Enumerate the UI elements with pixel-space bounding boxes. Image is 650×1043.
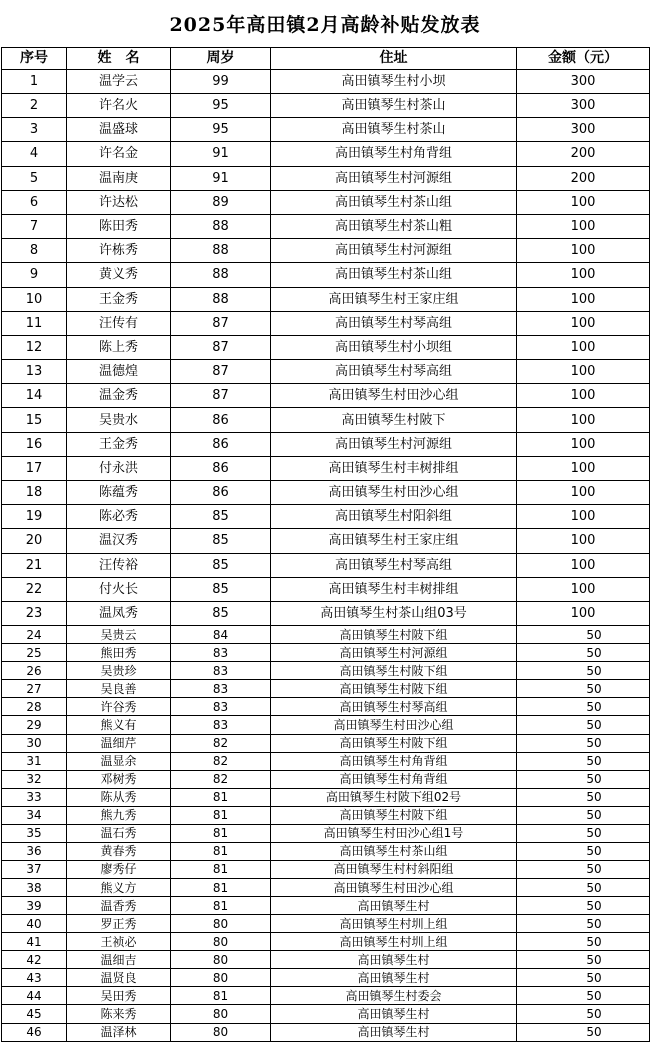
cell-address: 高田镇琴生村河源组 — [271, 239, 517, 263]
cell-amount: 50 — [517, 734, 650, 752]
cell-address: 高田镇琴生村小坝组 — [271, 335, 517, 359]
table-row — [2, 214, 650, 238]
cell-no: 43 — [2, 969, 67, 987]
cell-name: 温盛球 — [67, 118, 171, 142]
table-row — [2, 529, 650, 553]
cell-no: 42 — [2, 951, 67, 969]
cell-age: 82 — [171, 770, 271, 788]
cell-age: 87 — [171, 360, 271, 384]
cell-name: 廖秀仔 — [67, 860, 171, 878]
cell-no: 8 — [2, 239, 67, 263]
cell-age: 81 — [171, 987, 271, 1005]
cell-amount: 50 — [517, 987, 650, 1005]
cell-amount: 50 — [517, 626, 650, 644]
cell-amount: 200 — [517, 142, 650, 166]
cell-amount: 100 — [517, 601, 650, 625]
cell-name: 温南庚 — [67, 166, 171, 190]
cell-name: 王金秀 — [67, 287, 171, 311]
cell-name: 温学云 — [67, 70, 171, 94]
cell-no: 3 — [2, 118, 67, 142]
cell-name: 吴贵水 — [67, 408, 171, 432]
table-row — [2, 335, 650, 359]
cell-address: 高田镇琴生村茶山组03号 — [271, 601, 517, 625]
cell-no: 21 — [2, 553, 67, 577]
table-row — [2, 680, 650, 698]
cell-address: 高田镇琴生村王家庄组 — [271, 287, 517, 311]
cell-address: 高田镇琴生村圳上组 — [271, 933, 517, 951]
cell-age: 88 — [171, 239, 271, 263]
table-row — [2, 360, 650, 384]
cell-name: 温德煌 — [67, 360, 171, 384]
cell-address: 高田镇琴生村田沙心组1号 — [271, 824, 517, 842]
table-row — [2, 142, 650, 166]
header-age: 周岁 — [171, 48, 271, 70]
cell-name: 王祯必 — [67, 933, 171, 951]
table-row — [2, 166, 650, 190]
cell-amount: 100 — [517, 214, 650, 238]
cell-age: 86 — [171, 432, 271, 456]
table-row — [2, 662, 650, 680]
cell-name: 许名金 — [67, 142, 171, 166]
cell-no: 9 — [2, 263, 67, 287]
cell-amount: 50 — [517, 915, 650, 933]
table-row — [2, 190, 650, 214]
cell-amount: 200 — [517, 166, 650, 190]
cell-no: 25 — [2, 644, 67, 662]
cell-amount: 100 — [517, 360, 650, 384]
cell-address: 高田镇琴生村田沙心组 — [271, 384, 517, 408]
cell-no: 39 — [2, 897, 67, 915]
cell-address: 高田镇琴生村村斜阳组 — [271, 860, 517, 878]
cell-amount: 100 — [517, 577, 650, 601]
cell-age: 81 — [171, 824, 271, 842]
cell-address: 高田镇琴生村 — [271, 897, 517, 915]
cell-age: 86 — [171, 481, 271, 505]
cell-address: 高田镇琴生村琴高组 — [271, 553, 517, 577]
cell-amount: 50 — [517, 644, 650, 662]
cell-name: 罗正秀 — [67, 915, 171, 933]
cell-no: 28 — [2, 698, 67, 716]
cell-age: 85 — [171, 529, 271, 553]
cell-no: 35 — [2, 824, 67, 842]
cell-amount: 50 — [517, 662, 650, 680]
cell-age: 86 — [171, 456, 271, 480]
table-row — [2, 860, 650, 878]
cell-name: 吴贵云 — [67, 626, 171, 644]
cell-name: 黄义秀 — [67, 263, 171, 287]
table-row — [2, 553, 650, 577]
cell-amount: 50 — [517, 897, 650, 915]
cell-no: 10 — [2, 287, 67, 311]
cell-age: 83 — [171, 662, 271, 680]
cell-no: 11 — [2, 311, 67, 335]
cell-address: 高田镇琴生村陂下组 — [271, 626, 517, 644]
header-no: 序号 — [2, 48, 67, 70]
cell-age: 81 — [171, 860, 271, 878]
cell-age: 80 — [171, 915, 271, 933]
cell-name: 陈上秀 — [67, 335, 171, 359]
cell-amount: 50 — [517, 824, 650, 842]
table-row — [2, 70, 650, 94]
table-row — [2, 505, 650, 529]
cell-amount: 100 — [517, 335, 650, 359]
cell-name: 陈蕴秀 — [67, 481, 171, 505]
table-row — [2, 933, 650, 951]
cell-amount: 300 — [517, 118, 650, 142]
cell-age: 82 — [171, 734, 271, 752]
cell-address: 高田镇琴生村茶山粗 — [271, 214, 517, 238]
cell-name: 吴田秀 — [67, 987, 171, 1005]
table-row — [2, 806, 650, 824]
cell-age: 86 — [171, 408, 271, 432]
cell-age: 95 — [171, 94, 271, 118]
cell-name: 付火长 — [67, 577, 171, 601]
cell-age: 87 — [171, 335, 271, 359]
cell-age: 80 — [171, 1023, 271, 1041]
cell-no: 18 — [2, 481, 67, 505]
cell-no: 44 — [2, 987, 67, 1005]
cell-name: 温汉秀 — [67, 529, 171, 553]
cell-address: 高田镇琴生村 — [271, 969, 517, 987]
cell-no: 33 — [2, 788, 67, 806]
cell-age: 87 — [171, 384, 271, 408]
header-address: 住址 — [271, 48, 517, 70]
table-body — [2, 70, 650, 1042]
cell-address: 高田镇琴生村小坝 — [271, 70, 517, 94]
cell-age: 80 — [171, 1005, 271, 1023]
cell-age: 85 — [171, 577, 271, 601]
cell-address: 高田镇琴生村河源组 — [271, 432, 517, 456]
cell-name: 陈田秀 — [67, 214, 171, 238]
cell-age: 88 — [171, 287, 271, 311]
cell-address: 高田镇琴生村阳斜组 — [271, 505, 517, 529]
table-row — [2, 987, 650, 1005]
cell-age: 89 — [171, 190, 271, 214]
cell-address: 高田镇琴生村河源组 — [271, 166, 517, 190]
table-header-row — [2, 48, 650, 70]
table-row — [2, 118, 650, 142]
cell-amount: 50 — [517, 698, 650, 716]
cell-amount: 50 — [517, 933, 650, 951]
cell-amount: 50 — [517, 716, 650, 734]
cell-address: 高田镇琴生村角背组 — [271, 770, 517, 788]
table-row — [2, 969, 650, 987]
cell-name: 邓树秀 — [67, 770, 171, 788]
cell-no: 20 — [2, 529, 67, 553]
table-row — [2, 951, 650, 969]
table-row — [2, 1023, 650, 1041]
cell-no: 7 — [2, 214, 67, 238]
cell-name: 许名火 — [67, 94, 171, 118]
cell-address: 高田镇琴生村田沙心组 — [271, 716, 517, 734]
table-row — [2, 601, 650, 625]
cell-no: 12 — [2, 335, 67, 359]
cell-no: 2 — [2, 94, 67, 118]
cell-age: 83 — [171, 680, 271, 698]
cell-name: 温金秀 — [67, 384, 171, 408]
table-row — [2, 577, 650, 601]
cell-age: 80 — [171, 933, 271, 951]
cell-amount: 50 — [517, 951, 650, 969]
cell-amount: 50 — [517, 788, 650, 806]
table-row — [2, 287, 650, 311]
cell-address: 高田镇琴生村 — [271, 1005, 517, 1023]
cell-name: 熊义有 — [67, 716, 171, 734]
cell-no: 30 — [2, 734, 67, 752]
cell-age: 83 — [171, 716, 271, 734]
cell-amount: 300 — [517, 94, 650, 118]
cell-amount: 50 — [517, 1023, 650, 1041]
cell-address: 高田镇琴生村茶山组 — [271, 842, 517, 860]
table-row — [2, 384, 650, 408]
cell-age: 85 — [171, 601, 271, 625]
table-row — [2, 432, 650, 456]
cell-no: 6 — [2, 190, 67, 214]
table-row — [2, 752, 650, 770]
cell-name: 温泽林 — [67, 1023, 171, 1041]
cell-age: 81 — [171, 879, 271, 897]
cell-address: 高田镇琴生村王家庄组 — [271, 529, 517, 553]
cell-amount: 50 — [517, 1005, 650, 1023]
header-name: 姓 名 — [67, 48, 171, 70]
cell-amount: 300 — [517, 70, 650, 94]
cell-address: 高田镇琴生村丰树排组 — [271, 577, 517, 601]
cell-no: 14 — [2, 384, 67, 408]
table-row — [2, 824, 650, 842]
cell-address: 高田镇琴生村琴高组 — [271, 698, 517, 716]
cell-amount: 50 — [517, 770, 650, 788]
cell-name: 陈从秀 — [67, 788, 171, 806]
cell-amount: 100 — [517, 239, 650, 263]
cell-amount: 50 — [517, 806, 650, 824]
cell-address: 高田镇琴生村陂下组 — [271, 680, 517, 698]
cell-no: 29 — [2, 716, 67, 734]
cell-amount: 100 — [517, 481, 650, 505]
cell-name: 汪传裕 — [67, 553, 171, 577]
cell-address: 高田镇琴生村茶山组 — [271, 263, 517, 287]
header-amount: 金额（元） — [517, 48, 650, 70]
cell-name: 熊九秀 — [67, 806, 171, 824]
cell-amount: 100 — [517, 432, 650, 456]
cell-name: 汪传有 — [67, 311, 171, 335]
cell-no: 37 — [2, 860, 67, 878]
cell-name: 陈来秀 — [67, 1005, 171, 1023]
cell-no: 32 — [2, 770, 67, 788]
cell-age: 87 — [171, 311, 271, 335]
cell-no: 31 — [2, 752, 67, 770]
cell-no: 26 — [2, 662, 67, 680]
table-row — [2, 788, 650, 806]
cell-no: 13 — [2, 360, 67, 384]
cell-age: 91 — [171, 166, 271, 190]
subsidy-table — [1, 47, 650, 1042]
cell-no: 34 — [2, 806, 67, 824]
cell-address: 高田镇琴生村茶山 — [271, 94, 517, 118]
table-row — [2, 879, 650, 897]
cell-age: 91 — [171, 142, 271, 166]
cell-address: 高田镇琴生村河源组 — [271, 644, 517, 662]
cell-amount: 50 — [517, 879, 650, 897]
cell-amount: 50 — [517, 860, 650, 878]
table-row — [2, 734, 650, 752]
cell-age: 85 — [171, 553, 271, 577]
cell-amount: 50 — [517, 969, 650, 987]
cell-name: 许谷秀 — [67, 698, 171, 716]
cell-name: 付永洪 — [67, 456, 171, 480]
cell-name: 温石秀 — [67, 824, 171, 842]
table-row — [2, 897, 650, 915]
cell-name: 温细吉 — [67, 951, 171, 969]
cell-amount: 100 — [517, 263, 650, 287]
table-row — [2, 770, 650, 788]
cell-age: 80 — [171, 951, 271, 969]
cell-no: 45 — [2, 1005, 67, 1023]
cell-no: 46 — [2, 1023, 67, 1041]
cell-address: 高田镇琴生村茶山 — [271, 118, 517, 142]
cell-address: 高田镇琴生村陂下组 — [271, 662, 517, 680]
cell-address: 高田镇琴生村陂下组 — [271, 806, 517, 824]
cell-age: 88 — [171, 263, 271, 287]
cell-amount: 100 — [517, 311, 650, 335]
cell-no: 38 — [2, 879, 67, 897]
cell-name: 熊义方 — [67, 879, 171, 897]
cell-name: 温香秀 — [67, 897, 171, 915]
table-row — [2, 626, 650, 644]
cell-name: 温显余 — [67, 752, 171, 770]
cell-address: 高田镇琴生村圳上组 — [271, 915, 517, 933]
cell-age: 83 — [171, 698, 271, 716]
cell-no: 40 — [2, 915, 67, 933]
table-row — [2, 716, 650, 734]
table-row — [2, 263, 650, 287]
cell-address: 高田镇琴生村角背组 — [271, 142, 517, 166]
table-row — [2, 311, 650, 335]
cell-no: 5 — [2, 166, 67, 190]
cell-no: 4 — [2, 142, 67, 166]
cell-name: 王金秀 — [67, 432, 171, 456]
cell-no: 36 — [2, 842, 67, 860]
cell-name: 许栋秀 — [67, 239, 171, 263]
table-row — [2, 915, 650, 933]
cell-name: 温细芹 — [67, 734, 171, 752]
cell-name: 温凤秀 — [67, 601, 171, 625]
cell-no: 19 — [2, 505, 67, 529]
cell-no: 17 — [2, 456, 67, 480]
cell-address: 高田镇琴生村田沙心组 — [271, 481, 517, 505]
table-row — [2, 456, 650, 480]
table-row — [2, 408, 650, 432]
table-row — [2, 94, 650, 118]
cell-address: 高田镇琴生村丰树排组 — [271, 456, 517, 480]
cell-age: 80 — [171, 969, 271, 987]
document-title: 2025年高田镇2月高龄补贴发放表 — [169, 14, 481, 36]
cell-address: 高田镇琴生村 — [271, 1023, 517, 1041]
cell-name: 许达松 — [67, 190, 171, 214]
cell-name: 陈必秀 — [67, 505, 171, 529]
cell-no: 24 — [2, 626, 67, 644]
cell-address: 高田镇琴生村陂下组 — [271, 734, 517, 752]
cell-no: 16 — [2, 432, 67, 456]
cell-amount: 100 — [517, 553, 650, 577]
cell-address: 高田镇琴生村陂下 — [271, 408, 517, 432]
cell-age: 81 — [171, 842, 271, 860]
cell-age: 83 — [171, 644, 271, 662]
cell-address: 高田镇琴生村 — [271, 951, 517, 969]
cell-amount: 100 — [517, 408, 650, 432]
cell-no: 27 — [2, 680, 67, 698]
cell-address: 高田镇琴生村角背组 — [271, 752, 517, 770]
cell-amount: 50 — [517, 680, 650, 698]
table-row — [2, 1005, 650, 1023]
cell-name: 吴良善 — [67, 680, 171, 698]
cell-age: 99 — [171, 70, 271, 94]
cell-amount: 50 — [517, 842, 650, 860]
cell-name: 吴贵珍 — [67, 662, 171, 680]
cell-address: 高田镇琴生村琴高组 — [271, 311, 517, 335]
cell-name: 熊田秀 — [67, 644, 171, 662]
cell-age: 82 — [171, 752, 271, 770]
cell-age: 95 — [171, 118, 271, 142]
table-row — [2, 698, 650, 716]
cell-age: 81 — [171, 806, 271, 824]
cell-address: 高田镇琴生村茶山组 — [271, 190, 517, 214]
cell-amount: 100 — [517, 190, 650, 214]
cell-address: 高田镇琴生村委会 — [271, 987, 517, 1005]
cell-age: 88 — [171, 214, 271, 238]
table-row — [2, 481, 650, 505]
cell-age: 85 — [171, 505, 271, 529]
table-row — [2, 842, 650, 860]
cell-no: 15 — [2, 408, 67, 432]
cell-amount: 50 — [517, 752, 650, 770]
table-row — [2, 239, 650, 263]
cell-address: 高田镇琴生村陂下组02号 — [271, 788, 517, 806]
cell-no: 1 — [2, 70, 67, 94]
cell-no: 22 — [2, 577, 67, 601]
cell-address: 高田镇琴生村田沙心组 — [271, 879, 517, 897]
cell-name: 黄春秀 — [67, 842, 171, 860]
cell-amount: 100 — [517, 505, 650, 529]
cell-amount: 100 — [517, 456, 650, 480]
cell-age: 84 — [171, 626, 271, 644]
cell-amount: 100 — [517, 384, 650, 408]
cell-amount: 100 — [517, 529, 650, 553]
cell-no: 23 — [2, 601, 67, 625]
cell-no: 41 — [2, 933, 67, 951]
cell-amount: 100 — [517, 287, 650, 311]
cell-age: 81 — [171, 788, 271, 806]
table-row — [2, 644, 650, 662]
cell-address: 高田镇琴生村琴高组 — [271, 360, 517, 384]
cell-name: 温贤良 — [67, 969, 171, 987]
cell-age: 81 — [171, 897, 271, 915]
